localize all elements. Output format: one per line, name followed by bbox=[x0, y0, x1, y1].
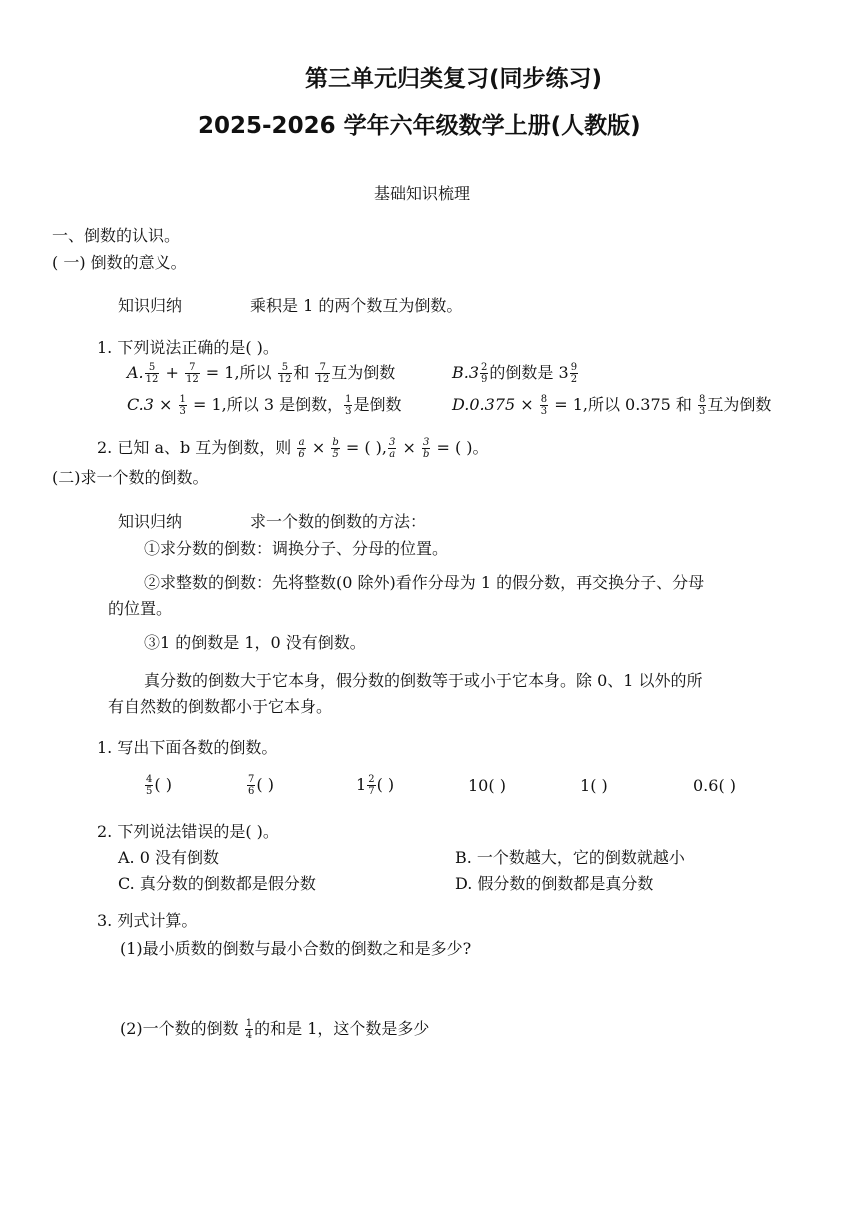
method-2: ②求整数的倒数：先将整数(0 除外)看作分母为 1 的假分数，再交换分子、分母 bbox=[144, 573, 705, 592]
knowledge-label: 知识归纳 bbox=[118, 296, 183, 315]
reciprocal-item-0-6: 0.6( ) bbox=[693, 776, 737, 795]
option-d: D.0.375 × $\frac{8}{3}$ = 1,所以 0.375 和 $\frac{8}{3}$ 互为倒数 bbox=[452, 394, 772, 417]
option-b: B.3 $\frac{2}{9}$ 的倒数是 3 $\frac{9}{2}$ bbox=[452, 362, 578, 385]
subsection-1-heading: ( 一) 倒数的意义。 bbox=[52, 253, 187, 272]
exercise-3-stem: 3. 列式计算。 bbox=[97, 911, 198, 930]
rule-paragraph: 真分数的倒数大于它本身，假分数的倒数等于或小于它本身。除 0、1 以外的所 bbox=[144, 671, 703, 690]
option-c: C.3 × $\frac{1}{3}$ = 1,所以 3 是倒数， $\frac{1}{3}$ 是倒数 bbox=[127, 394, 402, 417]
reciprocal-item-7-6: $\frac{7}{6}$ ( ) bbox=[248, 774, 274, 797]
reciprocal-item-10: 10( ) bbox=[468, 776, 506, 795]
exercise-3-part-2: (2)一个数的倒数 $\frac{1}{4}$ 的和是 1，这个数是多少 bbox=[120, 1018, 430, 1041]
subsection-2-heading: (二)求一个数的倒数。 bbox=[52, 468, 209, 487]
exercise-2-option-d: D. 假分数的倒数都是真分数 bbox=[455, 874, 654, 893]
exercise-2-option-b: B. 一个数越大，它的倒数就越小 bbox=[455, 848, 685, 867]
method-3: ③1 的倒数是 1，0 没有倒数。 bbox=[144, 633, 366, 652]
exercise-2-option-c: C. 真分数的倒数都是假分数 bbox=[118, 874, 316, 893]
knowledge-text-2: 求一个数的倒数的方法： bbox=[250, 512, 427, 531]
method-1: ①求分数的倒数：调换分子、分母的位置。 bbox=[144, 539, 449, 558]
section-1-heading: 一、倒数的认识。 bbox=[52, 226, 181, 245]
method-2-cont: 的位置。 bbox=[108, 599, 173, 618]
section-heading: 基础知识梳理 bbox=[374, 184, 471, 203]
question-2: 2. 已知 a、b 互为倒数，则 $\frac{a}{6}$ × $\frac{b}{5}$ = ( ), $\frac{3}{a}$ × $\frac{3}{b}$ = ( )。 bbox=[97, 437, 489, 460]
doc-subtitle: 2025-2026 学年六年级数学上册(人教版) bbox=[198, 113, 641, 139]
doc-title: 第三单元归类复习(同步练习) bbox=[305, 66, 603, 92]
rule-paragraph-cont: 有自然数的倒数都小于它本身。 bbox=[108, 697, 333, 716]
exercise-2-option-a: A. 0 没有倒数 bbox=[118, 848, 219, 867]
knowledge-label-2: 知识归纳 bbox=[118, 512, 183, 531]
option-a: A. $\frac{5}{12}$ + $\frac{7}{12}$ = 1,所以 $\frac{5}{12}$ 和 $\frac{7}{12}$ 互为倒数 bbox=[127, 362, 396, 385]
exercise-1-stem: 1. 写出下面各数的倒数。 bbox=[97, 738, 278, 757]
reciprocal-item-1: 1( ) bbox=[580, 776, 608, 795]
knowledge-text: 乘积是 1 的两个数互为倒数。 bbox=[250, 296, 463, 315]
exercise-2-stem: 2. 下列说法错误的是( )。 bbox=[97, 822, 279, 841]
exercise-3-part-1: (1)最小质数的倒数与最小合数的倒数之和是多少? bbox=[120, 939, 472, 958]
reciprocal-item-4-5: $\frac{4}{5}$ ( ) bbox=[146, 774, 172, 797]
question-1-stem: 1. 下列说法正确的是( )。 bbox=[97, 338, 279, 357]
reciprocal-item-1-2-7: 1 $\frac{2}{7}$ ( ) bbox=[356, 774, 395, 797]
